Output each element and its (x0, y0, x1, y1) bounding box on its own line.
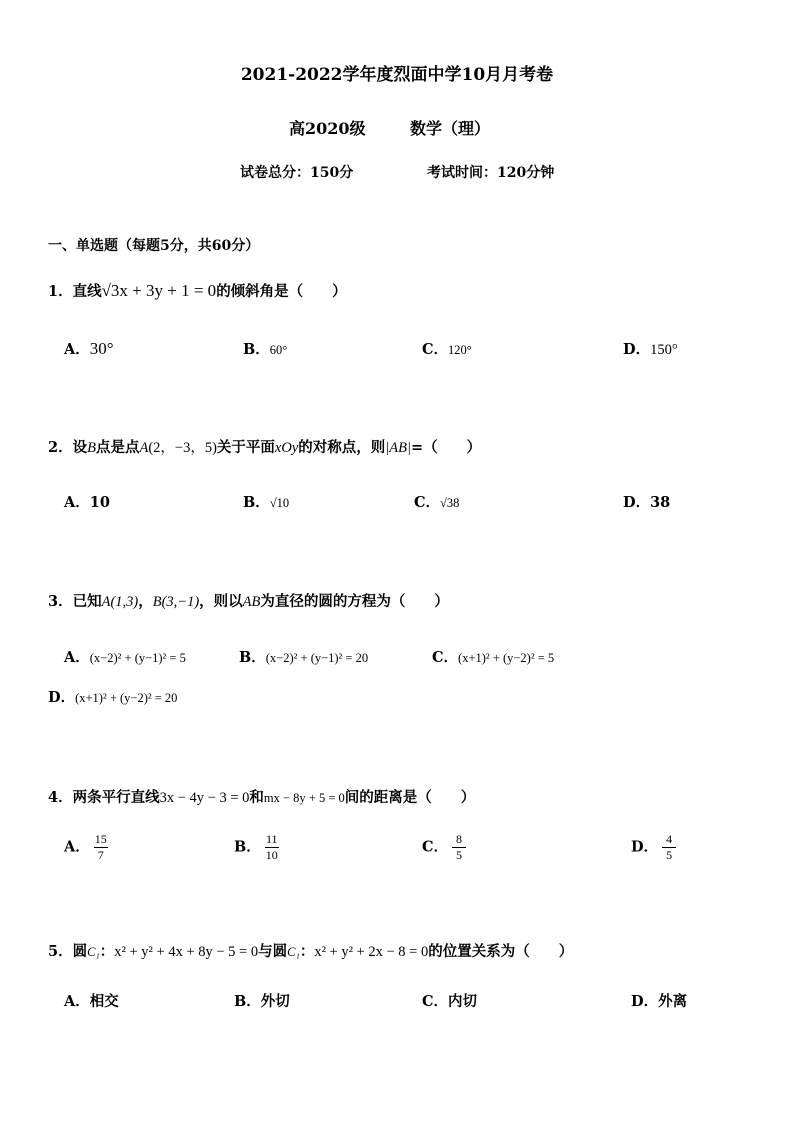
fraction (452, 833, 466, 862)
option-letter: B． (234, 993, 261, 1010)
q5-option-b[interactable] (234, 990, 290, 1011)
q5-colon1: ： (99, 943, 115, 960)
option-letter: B． (234, 838, 261, 856)
q2-option-b[interactable] (243, 491, 289, 512)
q4-option-c[interactable] (422, 833, 466, 862)
option-letter: A． (64, 649, 90, 666)
q3-point-b: B(3,−1) (152, 594, 200, 610)
q2-var-b: B (87, 440, 96, 456)
q5-eq1: x² + y² + 4x + 8y − 5 = 0 (114, 944, 259, 960)
q2-point: (2，−3，5) (148, 440, 217, 456)
option-letter: B． (243, 341, 270, 358)
q5-option-d[interactable] (631, 990, 687, 1011)
numerator: 8 (456, 832, 463, 846)
q2-plane: xOy (274, 440, 299, 456)
q3-suffix: 为直径的圆的方程为（ ） (260, 593, 449, 610)
q4-mid: 和 (249, 789, 264, 806)
q5-option-a[interactable] (64, 990, 119, 1011)
section-heading: 一、单选题（每题5分，共60分） (48, 238, 260, 254)
option-value: 外切 (260, 993, 290, 1010)
q5-suffix: 的位置关系为（ ） (428, 943, 574, 960)
option-value: 相交 (89, 993, 119, 1010)
fraction (94, 833, 108, 862)
denominator: 5 (456, 848, 463, 862)
option-value: 外离 (658, 993, 688, 1010)
q2-var-a: A (139, 440, 149, 456)
option-letter: C． (432, 649, 459, 666)
q3-prefix: 3．已知 (48, 593, 102, 610)
option-letter: A． (64, 341, 90, 358)
q5-mid: 与圆 (258, 943, 288, 960)
denominator: 7 (97, 848, 104, 862)
option-letter: A． (64, 838, 90, 856)
q2-mid3: 的对称点，则 (298, 439, 386, 456)
q1-prefix: 1．直线 (48, 283, 102, 300)
numerator: 11 (265, 832, 278, 846)
option-value: √38 (440, 496, 460, 510)
q2-option-c[interactable] (414, 491, 459, 512)
question-1-stem (48, 280, 347, 301)
q4-option-a[interactable] (64, 833, 108, 862)
q1-option-b[interactable] (243, 338, 287, 359)
q2-option-d[interactable] (623, 491, 670, 512)
q4-line2: mx − 8y + 5 = 0 (263, 791, 345, 805)
option-letter: C． (414, 494, 441, 511)
denominator: 10 (265, 848, 278, 862)
option-value: 内切 (448, 993, 478, 1010)
fraction (662, 833, 676, 862)
total-score: 试卷总分：150分 (240, 165, 354, 181)
q5-colon2: ： (299, 943, 315, 960)
q3-option-c[interactable] (432, 646, 554, 667)
exam-title: 2021-2022学年度烈面中学10月月考卷 (240, 65, 554, 85)
grade-label: 高2020级 (289, 119, 366, 138)
q2-abs-ab: |AB| (385, 440, 411, 456)
q1-option-c[interactable] (422, 338, 472, 359)
q2-suffix: =（ ） (410, 439, 482, 456)
option-letter: D． (631, 838, 659, 856)
option-value: 150° (650, 342, 678, 358)
q3-option-a[interactable] (64, 646, 186, 667)
option-letter: D． (48, 689, 76, 706)
q3-point-a: A(1,3) (101, 594, 139, 610)
q4-suffix: 间的距离是（ ） (344, 789, 476, 806)
question-2-stem (48, 436, 481, 457)
q1-option-d[interactable] (623, 338, 678, 359)
option-value: 120° (448, 343, 472, 357)
q4-prefix: 4．两条平行直线 (48, 789, 160, 806)
option-letter: B． (239, 649, 266, 666)
option-letter: D． (623, 341, 651, 358)
q2-mid1: 点是点 (95, 439, 140, 456)
q5-circle1: C₁ (87, 945, 100, 959)
fraction (265, 833, 279, 862)
q5-option-c[interactable] (422, 990, 477, 1011)
option-letter: C． (422, 341, 449, 358)
q3-segment: AB (242, 594, 261, 610)
subject-label: 数学（理） (410, 119, 491, 138)
denominator: 5 (666, 848, 673, 862)
option-letter: A． (64, 494, 90, 511)
option-value: (x−2)² + (y−1)² = 5 (89, 651, 186, 665)
question-5-stem (48, 940, 573, 961)
q2-option-a[interactable] (64, 491, 110, 512)
q4-line1: 3x − 4y − 3 = 0 (159, 790, 250, 806)
option-value: 60° (269, 343, 288, 357)
option-letter: D． (623, 494, 651, 511)
q3-option-b[interactable] (239, 646, 368, 667)
option-value: 38 (650, 494, 671, 511)
q3-sep: ， (138, 593, 153, 610)
q4-option-b[interactable] (234, 833, 279, 862)
question-4-stem (48, 786, 475, 807)
q5-eq2: x² + y² + 2x − 8 = 0 (314, 944, 429, 960)
numerator: 15 (94, 832, 107, 846)
option-value: √10 (269, 496, 290, 510)
q2-prefix: 2．设 (48, 439, 88, 456)
option-value: (x−2)² + (y−1)² = 20 (265, 651, 369, 665)
option-letter: A． (64, 993, 90, 1010)
option-letter: D． (631, 993, 659, 1010)
exam-time: 考试时间：120分钟 (427, 165, 555, 181)
q1-suffix: 的倾斜角是（ ） (216, 283, 347, 300)
q3-option-d[interactable] (48, 686, 177, 707)
option-letter: C． (422, 838, 449, 856)
option-value: (x+1)² + (y−2)² = 20 (75, 691, 178, 705)
q3-mid: ，则以 (199, 593, 243, 610)
q1-expression: √3x + 3y + 1 = 0 (101, 281, 217, 300)
q5-circle2: C₁ (287, 945, 300, 959)
q5-prefix: 5．圆 (48, 943, 88, 960)
option-value: 10 (89, 494, 110, 511)
option-value: 30° (89, 339, 114, 358)
q2-mid2: 关于平面 (216, 439, 275, 456)
question-3-stem (48, 590, 449, 611)
option-letter: B． (243, 494, 270, 511)
q4-option-d[interactable] (631, 833, 676, 862)
option-letter: C． (422, 993, 449, 1010)
q1-option-a[interactable] (64, 338, 114, 359)
numerator: 4 (666, 832, 673, 846)
option-value: (x+1)² + (y−2)² = 5 (458, 651, 555, 665)
